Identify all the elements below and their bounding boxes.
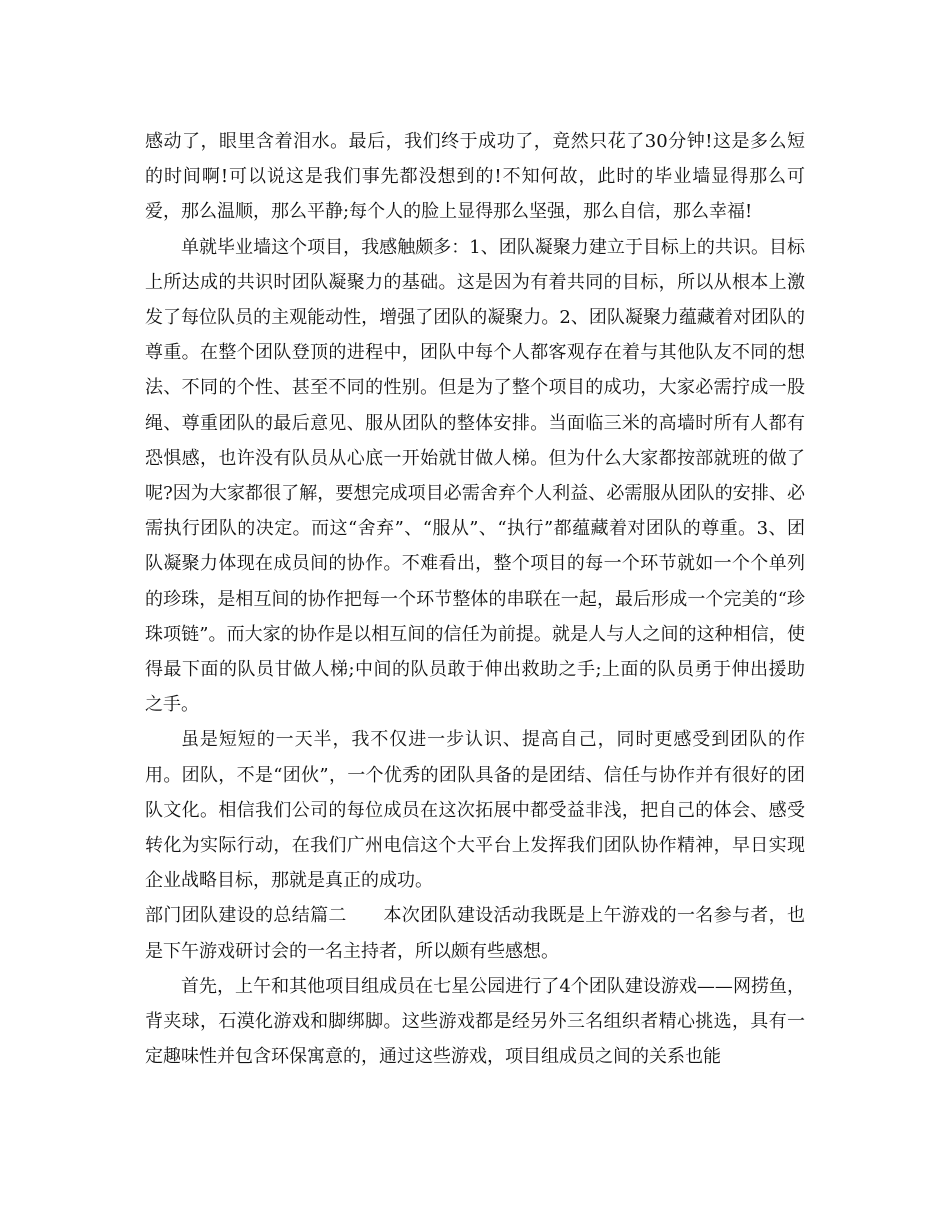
paragraph-2: 单就毕业墙这个项目，我感触颇多：1、团队凝聚力建立于目标上的共识。目标上所达成的共识时团队凝聚力的基础。这是因为有着共同的目标，所以从根本上激发了每位队员的主观能动性，增强了团队的凝聚力。2、团队凝聚力蕴藏着对团队的尊重。在整个团队登顶的进程中，团队中每个人都客观存在着与其他队友不同的想法、不同的个性、甚至不同的性别。但是为了整个项目的成功，大家必需拧成一股绳、尊重团队的最后意见、服从团队的整体安排。当面临三米的高墙时所有人都有恐惧感，也许没有队员从心底一开始就甘做人梯。但为什么大家都按部就班的做了呢?因为大家都很了解，要想完成项目必需舍弃个人利益、必需服从团队的安排、必需执行团队的决定。而这“舍弃”、“服从”、“执行”都蕴藏着对团队的尊重。3、团队凝聚力体现在成员间的协作。不难看出，整个项目的每一个环节就如一个个单列的珍珠，是相互间的协作把每一个环节整体的串联在一起，最后形成一个完美的“珍珠项链”。而大家的协作是以相互间的信任为前提。就是人与人之间的这种相信，使得最下面的队员甘做人梯;中间的队员敢于伸出救助之手;上面的队员勇于伸出援助之手。	[145, 236, 805, 716]
section-heading-paragraph: 部门团队建设的总结篇二 本次团队建设活动我既是上午游戏的一名参与者，也是下午游戏研讨会的一名主持者，所以颇有些感想。	[145, 905, 805, 962]
paragraph-1: 感动了，眼里含着泪水。最后，我们终于成功了，竟然只花了30分钟!这是多么短的时间啊!可以说这是我们事先都没想到的!不知何故，此时的毕业墙显得那么可爱，那么温顺，那么平静;每个人的脸上显得那么坚强，那么自信，那么幸福!	[145, 131, 805, 223]
paragraph-5: 首先，上午和其他项目组成员在七星公园进行了4个团队建设游戏——网捞鱼，背夹球，石漠化游戏和脚绑脚。这些游戏都是经另外三名组织者精心挑选，具有一定趣味性并包含环保寓意的，通过这些游戏，项目组成员之间的关系也能	[145, 975, 805, 1068]
paragraph-3: 虽是短短的一天半，我不仅进一步认识、提高自己，同时更感受到团队的作用。团队，不是“团伙”，一个优秀的团队具备的是团结、信任与协作并有很好的团队文化。相信我们公司的每位成员在这次拓展中都受益非浅，把自己的体会、感受转化为实际行动，在我们广州电信这个大平台上发挥我们团队协作精神，早日实现企业战略目标，那就是真正的成功。	[145, 729, 805, 892]
document-body	[145, 124, 805, 1074]
